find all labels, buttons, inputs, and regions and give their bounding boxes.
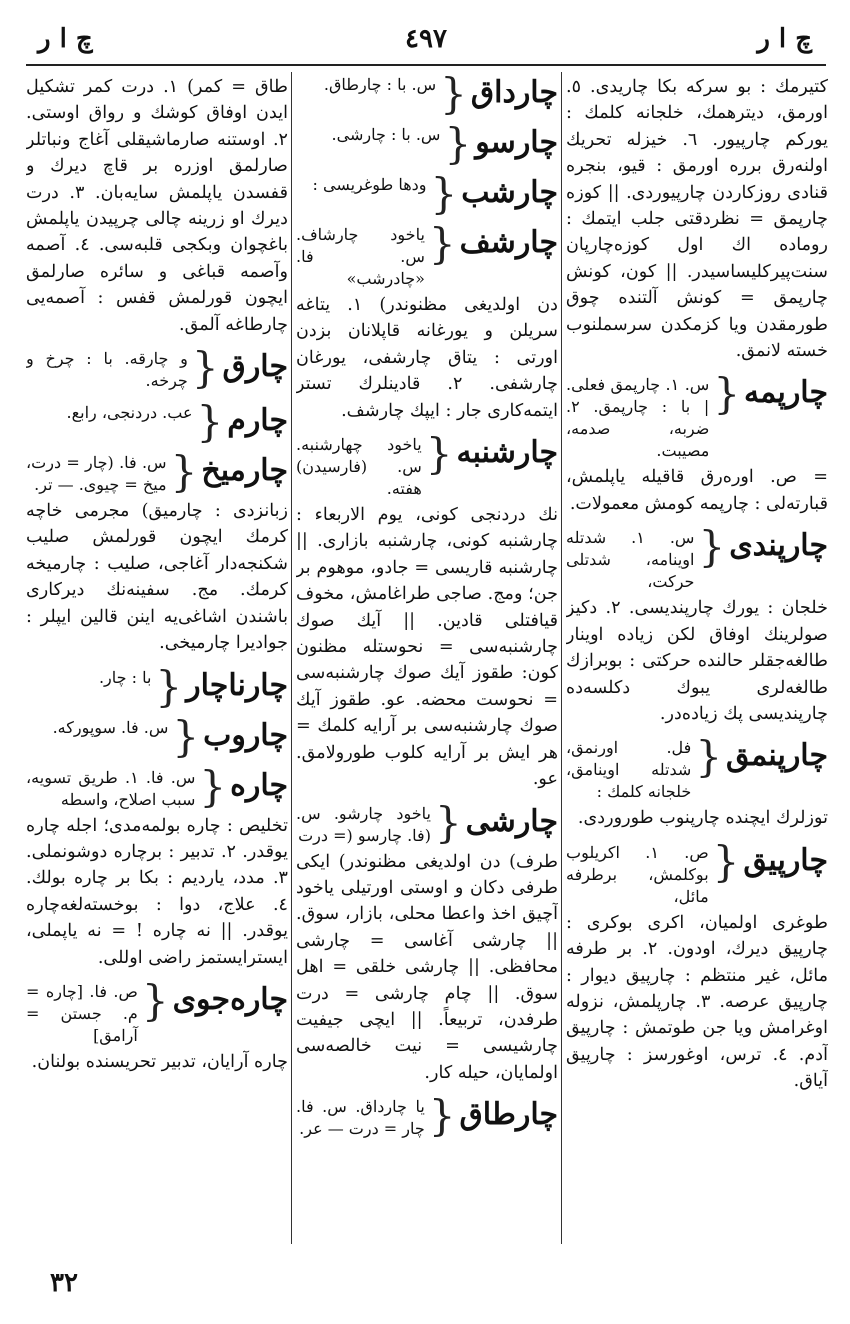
brace-mark: { xyxy=(155,661,183,711)
brace-mark: { xyxy=(430,169,458,218)
brace-mark: { xyxy=(141,975,169,1025)
header-rule xyxy=(26,64,826,66)
entry-head xyxy=(26,975,288,1047)
entry-head xyxy=(296,429,558,500)
dictionary-column-right xyxy=(566,74,828,1244)
dictionary-entry xyxy=(566,836,828,1095)
headword: چارپندی xyxy=(729,528,828,564)
headword: چارشف xyxy=(459,225,558,260)
etymology: یاخود چهارشنبه. س. (فارسیدن) هفته. xyxy=(296,435,422,499)
brace-mark: { xyxy=(199,761,227,811)
headword: چارشی xyxy=(465,803,558,839)
etymology: با : چار. xyxy=(98,667,152,687)
etymology: س. با : چارطاق. xyxy=(323,75,437,94)
entry-head xyxy=(26,447,288,497)
headword: چارشنبه xyxy=(456,435,558,471)
entry-head xyxy=(296,169,558,218)
dictionary-entry xyxy=(296,119,558,168)
dictionary-entry xyxy=(26,74,288,338)
entry-head xyxy=(296,219,558,290)
entry-head xyxy=(26,661,288,711)
brace-mark: { xyxy=(428,1091,456,1141)
etymology: یاخود چارشاف. س. فا. «چادرشب» xyxy=(296,225,425,288)
headword: چارداق xyxy=(470,75,558,110)
dictionary-column-middle xyxy=(296,74,558,1244)
definition-text: طوغری اولمیان، اکری بوکری : چارپیق دیرك، اودون. ۲. بر طرفه مائل، غیر منتظم : چارپیق دیوار : چارپیق عرصه. ۳. چارپلمش، نزوله اوغرامش ویا جن طوتمش : چارپیق آدم. ٤. ترس، اوغورسز : چارپیق آیاق. xyxy=(566,912,828,1092)
definition-text: دن اولدیغی مظنوندر) ۱. یتاغه سریلن و یورغانه قاپلانان بزدن اورتی : یتاق چارشفی، یورغان چارشفی. ۲. قادینلرك تستر ایتمه‌کاری جار : ایپك چارشف. xyxy=(296,295,558,421)
headword: چارپنمق xyxy=(726,738,828,774)
etymology: س. فا. سوپورکه. xyxy=(52,717,169,737)
brace-mark: { xyxy=(172,711,200,761)
dictionary-entry xyxy=(26,711,288,761)
dictionary-entry xyxy=(26,397,288,447)
dictionary-entry xyxy=(296,74,558,118)
brace-mark: { xyxy=(196,397,224,447)
dictionary-entry xyxy=(296,219,558,424)
etymology: یاخود چارشو. س. (فا. چارسو (= درت xyxy=(296,803,431,845)
entry-head xyxy=(296,797,558,847)
headword: چارطاق xyxy=(459,1097,558,1133)
entry-head xyxy=(26,711,288,761)
headword: چارپیق xyxy=(743,842,828,878)
entry-head xyxy=(296,74,558,118)
page-header xyxy=(26,22,826,62)
headword: چاره‌جوی xyxy=(172,981,288,1017)
dictionary-entry xyxy=(566,522,828,727)
etymology: فل. اورنمق، شدتله اوینامق، خلجانه کلمك : xyxy=(566,738,692,802)
etymology: ودها طوغریسی : xyxy=(312,175,427,194)
headword: چارم xyxy=(227,403,288,439)
entry-head xyxy=(26,397,288,447)
brace-mark: { xyxy=(444,119,472,168)
definition-text: طرف) دن اولدیغی مظنوندر) ایکی طرفی دکان و اوستی اورتیلی یاخود آچیق اخذ واعطا محلی، بازار، سوق. || چارشی آغاسی = چارشی محافظی. || چارشی خلقی = اهل سوق. || چام چارشی = درت طرفدن، تربیعاً. || ایچی جیفیت چارشیسی = نیت خالصه‌سی اولمایان، حیله کار. xyxy=(296,851,558,1083)
etymology: س. فا. ۱. طریق تسویه، سبب اصلاح، واسطه xyxy=(26,767,196,809)
brace-mark: { xyxy=(713,369,741,419)
dictionary-entry xyxy=(296,797,558,1087)
dictionary-entry xyxy=(296,429,558,792)
page-number: ٤٩٧ xyxy=(405,24,447,54)
dictionary-column-left xyxy=(26,74,288,1244)
column-separator xyxy=(291,72,292,1244)
definition-text: کتیرمك : بو سرکه بکا چاریدی. ٥. اورمق، دیترهمك، خلجانه کلمك : یورکم چارپیور. ٦. خیزله تحریك اولنه‌رق برره اورمق : قیو، بنجره قنادی روزکاردن چارپیوردی. || کوزه چارپمق = نظردقتی جلب ایتمك : روماده اك اول کوزه‌چارپان سنت‌پیرکلیساسیدر. || کون، کونش چارپمق = کونش آلتنده چوق طورمقدن ویا کزمکدن سرسملنوب خسته لانمق. xyxy=(566,77,828,362)
running-head-left: چ ا ر xyxy=(38,24,93,54)
headword: چارسو xyxy=(475,125,558,160)
headword: چارناچار xyxy=(186,667,288,703)
definition-text: زبانزدی : چارمیق) مجرمی خاچه کرمك ایچون قورلمش صلیب شکنجه‌دار آغاجی، صلیب : چارمیخه کرمك. مج. سفینه‌نك دیرکاری باشندن اشاغی‌یه اینن قالین ایپلر : جوادیرا چارمیخی. xyxy=(26,501,288,654)
brace-mark: { xyxy=(428,219,456,268)
dictionary-entry xyxy=(26,447,288,656)
entry-head xyxy=(566,836,828,908)
etymology: س. فا. (چار = درت، میخ = چیوی. — تر. xyxy=(26,453,167,495)
entry-head xyxy=(566,522,828,593)
folio-number: ٣٢ xyxy=(50,1268,78,1298)
headword: چارشب xyxy=(461,175,558,210)
etymology: ص. ۱. اکریلوب بوکلمش، برطرفه مائل، xyxy=(566,842,709,906)
etymology: س. ۱. شدتله اوینامه، شدتلی حرکت، xyxy=(566,528,695,592)
entry-head xyxy=(296,1091,558,1141)
brace-mark: { xyxy=(170,447,198,497)
brace-mark: { xyxy=(712,836,740,886)
dictionary-entry xyxy=(296,1091,558,1141)
headword: چارمیخ xyxy=(201,453,288,489)
etymology: س. ۱. چارپمق فعلی. | با : چارپمق. ۲. ضربه، صدمه، مصیبت. xyxy=(566,375,710,461)
dictionary-entry xyxy=(566,74,828,364)
brace-mark: { xyxy=(434,797,462,847)
headword: چارق xyxy=(222,349,288,385)
brace-mark: { xyxy=(698,522,726,572)
definition-text: توزلرك ایچنده چارپنوب طوروردی. xyxy=(577,808,828,829)
definition-text: نك دردنجی کونی، یوم الاربعاء : چارشنبه کونی، چارشنبه بازاری. || چارشنبه قاریسی = جادو، موهوم بر جن؛ ومج. صاجی طراغامش، مخوف قیافتلی قادین. || آیك صوك چارشنبه‌سی = نحوستله مظنون کون: طقوز آیك صوك چارشنبه‌سی = نحوست محضه. عو. طقوز آیك صوك چارشنبه‌سی بر آرایه کلمك = هر ایش بر آرایه کلوب طورولامق. عو. xyxy=(296,505,558,790)
entry-head xyxy=(296,119,558,168)
etymology: ص. فا. [چاره = م. جستن = آرامق] xyxy=(26,981,138,1045)
column-separator xyxy=(561,72,562,1244)
definition-text: چاره آرایان، تدبیر تحریسنده بولنان. xyxy=(31,1051,288,1072)
definition-text: = ص. اوره‌رق قاقیله یاپلمش، قبارته‌لی : چارپمه کومش معمولات. xyxy=(566,467,828,514)
definition-text: طاق = کمر) ۱. درت کمر تشکیل ایدن اوفاق کوشك و رواق اوستی. ۲. اوستنه صارماشیقلی آغاج ونباتلر صارلمق اوزره بر قاچ دیرك و قفسدن یاپلمش سایه‌بان. ۳. درت دیرك او زرینه چالی چرپیدن یاپلمش باغچوان وبکجی قلبه‌سی. ٤. آصمه وآصمه قباغی و سائره صارلمق ایچون قورلمش قفس : آصمه‌یی چارطاغه آلمق. xyxy=(26,77,288,335)
etymology: و چارقه. با : چرخ و چرخه. xyxy=(26,349,188,391)
brace-mark: { xyxy=(440,74,467,118)
entry-head xyxy=(566,732,828,803)
entry-head xyxy=(26,761,288,811)
headword: چارپمه xyxy=(744,375,828,411)
headword: چاروب xyxy=(203,717,288,753)
brace-mark: { xyxy=(191,343,219,393)
etymology: س. با : چارشی. xyxy=(331,125,441,144)
brace-mark: { xyxy=(425,429,453,479)
headword: چاره xyxy=(230,767,288,803)
etymology: عب. دردنجی، رابع. xyxy=(66,403,193,423)
dictionary-entry xyxy=(26,343,288,393)
dictionary-entry xyxy=(26,661,288,711)
running-head-right: چ ا ر xyxy=(757,24,812,54)
brace-mark: { xyxy=(695,732,723,782)
dictionary-entry xyxy=(26,975,288,1075)
dictionary-entry xyxy=(296,169,558,218)
definition-text: خلجان : یورك چارپندیسی. ۲. دکیز صولرینك اوفاق لکن زیاده اوینار طالغه‌جقلر حالنده حرکتی : بوبرازك طالغه‌لری یبوك دکلسه‌ده چارپندیسی پك زیاده‌در. xyxy=(566,598,828,724)
dictionary-entry xyxy=(566,369,828,517)
etymology: یا چارداق. س. فا. چار = درت — عر. xyxy=(296,1097,425,1139)
entry-head xyxy=(566,369,828,462)
entry-head xyxy=(26,343,288,393)
dictionary-entry xyxy=(26,761,288,971)
dictionary-entry xyxy=(566,732,828,831)
definition-text: تخلیص : چاره بولمه‌مدی؛ اجله چاره یوقدر. ۲. تدبیر : برچاره دوشونملی. ۳. مدد، یاردیم : بکا بر چاره بولك. ٤. علاج، دوا : بوخسته‌لغه‌چاره یوقدر. || نه چاره ! = نه یاپملی، ایسترایستمز راضی اوللی. xyxy=(26,815,288,968)
